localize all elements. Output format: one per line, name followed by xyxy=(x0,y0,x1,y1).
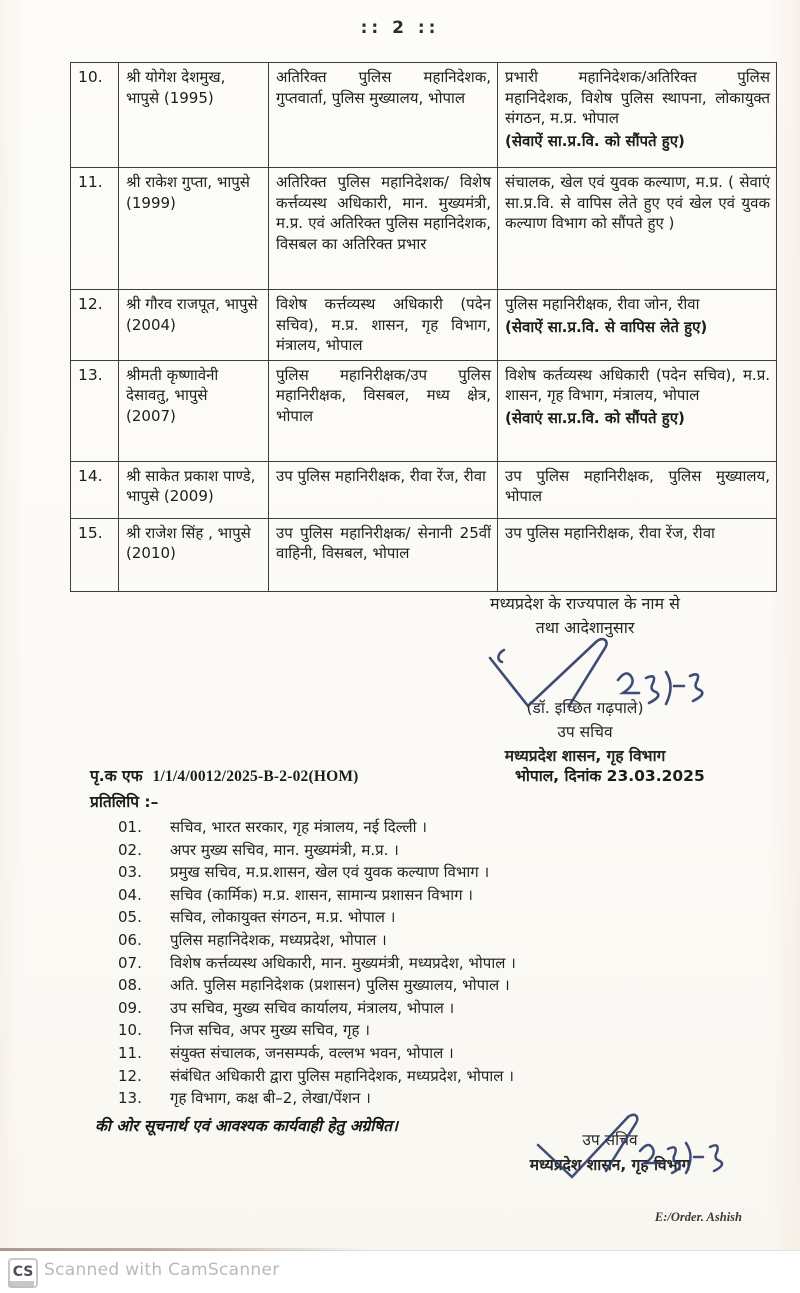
from-post-cell: उप पुलिस महानिरीक्षक, रीवा रेंज, रीवा xyxy=(269,461,498,518)
list-text: उप सचिव, मुख्य सचिव कार्यालय, मंत्रालय, भोपाल । xyxy=(170,998,455,1017)
signatory-org: मध्यप्रदेश शासन, गृह विभाग xyxy=(529,1156,691,1174)
list-item xyxy=(118,908,718,926)
list-item xyxy=(118,976,718,994)
list-item xyxy=(118,954,718,972)
to-post-cell xyxy=(498,518,777,591)
list-text: अपर मुख्य सचिव, मान. मुख्यमंत्री, म.प्र. । xyxy=(170,840,399,859)
list-item xyxy=(118,1044,718,1062)
list-number: 07. xyxy=(118,953,142,972)
to-post-text: विशेष कर्तव्यस्थ अधिकारी (पदेन सचिव), म.प्र. शासन, गृह विभाग, मंत्रालय, भोपाल xyxy=(505,365,770,404)
to-post-cell xyxy=(498,63,777,168)
authority-line-2: तथा आदेशानुसार xyxy=(535,618,635,637)
services-remark: (सेवाऐं सा.प्र.वि. से वापिस लेते हुए) xyxy=(505,317,708,336)
list-text: अति. पुलिस महानिदेशक (प्रशासन) पुलिस मुख्यालय, भोपाल । xyxy=(170,976,510,995)
from-post-cell: पुलिस महानिरीक्षक/उप पुलिस महानिरीक्षक, विसबल, मध्य क्षेत्र, भोपाल xyxy=(269,360,498,461)
file-note: E:/Order. Ashish xyxy=(654,1210,742,1224)
services-remark: (सेवाऐं सा.प्र.वि. को सौंपते हुए) xyxy=(505,131,685,150)
table-row xyxy=(71,290,777,361)
serial-cell: 13. xyxy=(71,360,119,461)
officer-name-cell: श्री योगेश देशमुख, भापुसे (1995) xyxy=(119,63,269,168)
list-text: निज सचिव, अपर मुख्य सचिव, गृह । xyxy=(170,1021,370,1040)
table-row xyxy=(71,518,777,591)
from-post-cell: अतिरिक्त पुलिस महानिदेशक/ विशेष कर्त्तव्यस्थ अधिकारी, मान. मुख्यमंत्री, म.प्र. एवं अतिरिक्त पुलिस महानिदेशक, विसबल का अतिरिक्त प्रभार xyxy=(269,168,498,290)
from-post-cell: विशेष कर्त्तव्यस्थ अधिकारी (पदेन सचिव), म.प्र. शासन, गृह विभाग, मंत्रालय, भोपाल xyxy=(269,290,498,361)
authority-line-1: मध्यप्रदेश के राज्यपाल के नाम से xyxy=(490,594,680,613)
list-item xyxy=(118,1067,718,1085)
list-number: 02. xyxy=(118,840,142,859)
list-item xyxy=(118,1089,718,1107)
place-and-date: भोपाल, दिनांक 23.03.2025 xyxy=(515,767,705,785)
officer-name-cell: श्री गौरव राजपूत, भापुसे (2004) xyxy=(119,290,269,361)
table-row xyxy=(71,461,777,518)
reference-number-value: 1/1/4/0012/2025-B-2-02(HOM) xyxy=(152,768,359,785)
table-row xyxy=(71,360,777,461)
camscanner-footer xyxy=(0,1250,800,1293)
list-text: संयुक्त संचालक, जनसम्पर्क, वल्लभ भवन, भोपाल । xyxy=(170,1043,454,1062)
to-post-text: उप पुलिस महानिरीक्षक, रीवा रेंज, रीवा xyxy=(505,523,715,542)
forwarding-line: की ओर सूचनार्थ एवं आवश्यक कार्यवाही हेतु अग्रेषित। xyxy=(95,1117,398,1135)
list-item xyxy=(118,818,718,836)
list-number: 01. xyxy=(118,818,142,836)
table-row xyxy=(71,168,777,290)
services-remark: (सेवाएं सा.प्र.वि. को सौंपते हुए) xyxy=(505,408,685,427)
copy-to-label: प्रतिलिपि :– xyxy=(90,793,159,811)
reference-label: पृ.क एफ xyxy=(90,767,143,785)
serial-cell: 12. xyxy=(71,290,119,361)
bottom-signature-block xyxy=(460,1128,760,1178)
list-item xyxy=(118,886,718,904)
list-number: 12. xyxy=(118,1066,142,1085)
to-post-text: प्रभारी महानिदेशक/अतिरिक्त पुलिस महानिदेशक, विशेष पुलिस स्थापना, लोकायुक्त संगठन, म.प्र. भोपाल xyxy=(505,68,770,127)
list-number: 13. xyxy=(118,1089,142,1108)
officer-name-cell: श्री राकेश गुप्ता, भापुसे (1999) xyxy=(119,168,269,290)
from-post-cell: उप पुलिस महानिरीक्षक/ सेनानी 25वीं वाहिनी, विसबल, भोपाल xyxy=(269,518,498,591)
list-number: 08. xyxy=(118,976,142,995)
list-text: गृह विभाग, कक्ष बी–2, लेखा/पेंशन । xyxy=(170,1089,371,1108)
to-post-cell xyxy=(498,290,777,361)
to-post-text: संचालक, खेल एवं युवक कल्याण, म.प्र. ( सेवाएं सा.प्र.वि. से वापिस लेते हुए एवं खेल एवं युवक कल्याण विभाग को सौंपते हुए ) xyxy=(505,173,770,232)
list-number: 09. xyxy=(118,998,142,1017)
list-text: प्रमुख सचिव, म.प्र.शासन, खेल एवं युवक कल्याण विभाग । xyxy=(170,863,490,882)
serial-cell: 14. xyxy=(71,461,119,518)
officer-name-cell: श्री राजेश सिंह , भापुसे (2010) xyxy=(119,518,269,591)
officer-name-cell: श्रीमती कृष्णावेनी देसावतु, भापुसे (2007) xyxy=(119,360,269,461)
reference-number xyxy=(90,764,359,786)
list-number: 03. xyxy=(118,863,142,882)
serial-cell: 15. xyxy=(71,518,119,591)
to-post-cell xyxy=(498,360,777,461)
signatory-title: उप सचिव xyxy=(557,723,613,741)
list-text: पुलिस महानिदेशक, मध्यप्रदेश, भोपाल । xyxy=(170,930,387,949)
to-post-cell xyxy=(498,461,777,518)
list-text: सचिव, लोकायुक्त संगठन, म.प्र. भोपाल । xyxy=(170,908,396,927)
serial-cell: 11. xyxy=(71,168,119,290)
closing-block xyxy=(420,592,750,768)
list-number: 05. xyxy=(118,908,142,927)
to-post-cell xyxy=(498,168,777,290)
signatory-title: उप सचिव xyxy=(582,1131,638,1149)
page-number: :: 2 :: xyxy=(360,18,440,38)
transfer-order-table xyxy=(70,62,777,592)
list-item xyxy=(118,841,718,859)
list-item xyxy=(118,1021,718,1039)
serial-cell: 10. xyxy=(71,63,119,168)
list-number: 11. xyxy=(118,1043,142,1062)
camscanner-logo-icon: CS xyxy=(8,1258,38,1288)
list-number: 10. xyxy=(118,1021,142,1040)
copy-distribution-list xyxy=(118,818,718,1112)
signatory-org: मध्यप्रदेश शासन, गृह विभाग xyxy=(504,747,666,765)
list-text: सचिव (कार्मिक) म.प्र. शासन, सामान्य प्रशासन विभाग । xyxy=(170,885,473,904)
list-item xyxy=(118,931,718,949)
table-row xyxy=(71,63,777,168)
list-item xyxy=(118,999,718,1017)
to-post-text: उप पुलिस महानिरीक्षक, पुलिस मुख्यालय, भोपाल xyxy=(505,466,770,505)
list-number: 04. xyxy=(118,885,142,904)
officer-name-cell: श्री साकेत प्रकाश पाण्डे, भापुसे (2009) xyxy=(119,461,269,518)
list-text: विशेष कर्त्तव्यस्थ अधिकारी, मान. मुख्यमंत्री, मध्यप्रदेश, भोपाल । xyxy=(170,953,516,972)
list-text: सचिव, भारत सरकार, गृह मंत्रालय, नई दिल्ली । xyxy=(170,818,427,836)
list-number: 06. xyxy=(118,930,142,949)
from-post-cell: अतिरिक्त पुलिस महानिदेशक, गुप्तवार्ता, पुलिस मुख्यालय, भोपाल xyxy=(269,63,498,168)
signatory-name: (डॉ. इच्छित गढ़पाले) xyxy=(526,699,644,717)
to-post-text: पुलिस महानिरीक्षक, रीवा जोन, रीवा xyxy=(505,295,700,313)
list-item xyxy=(118,863,718,881)
list-text: संबंधित अधिकारी द्वारा पुलिस महानिदेशक, मध्यप्रदेश, भोपाल । xyxy=(170,1066,514,1085)
camscanner-label: Scanned with CamScanner xyxy=(44,1260,280,1280)
